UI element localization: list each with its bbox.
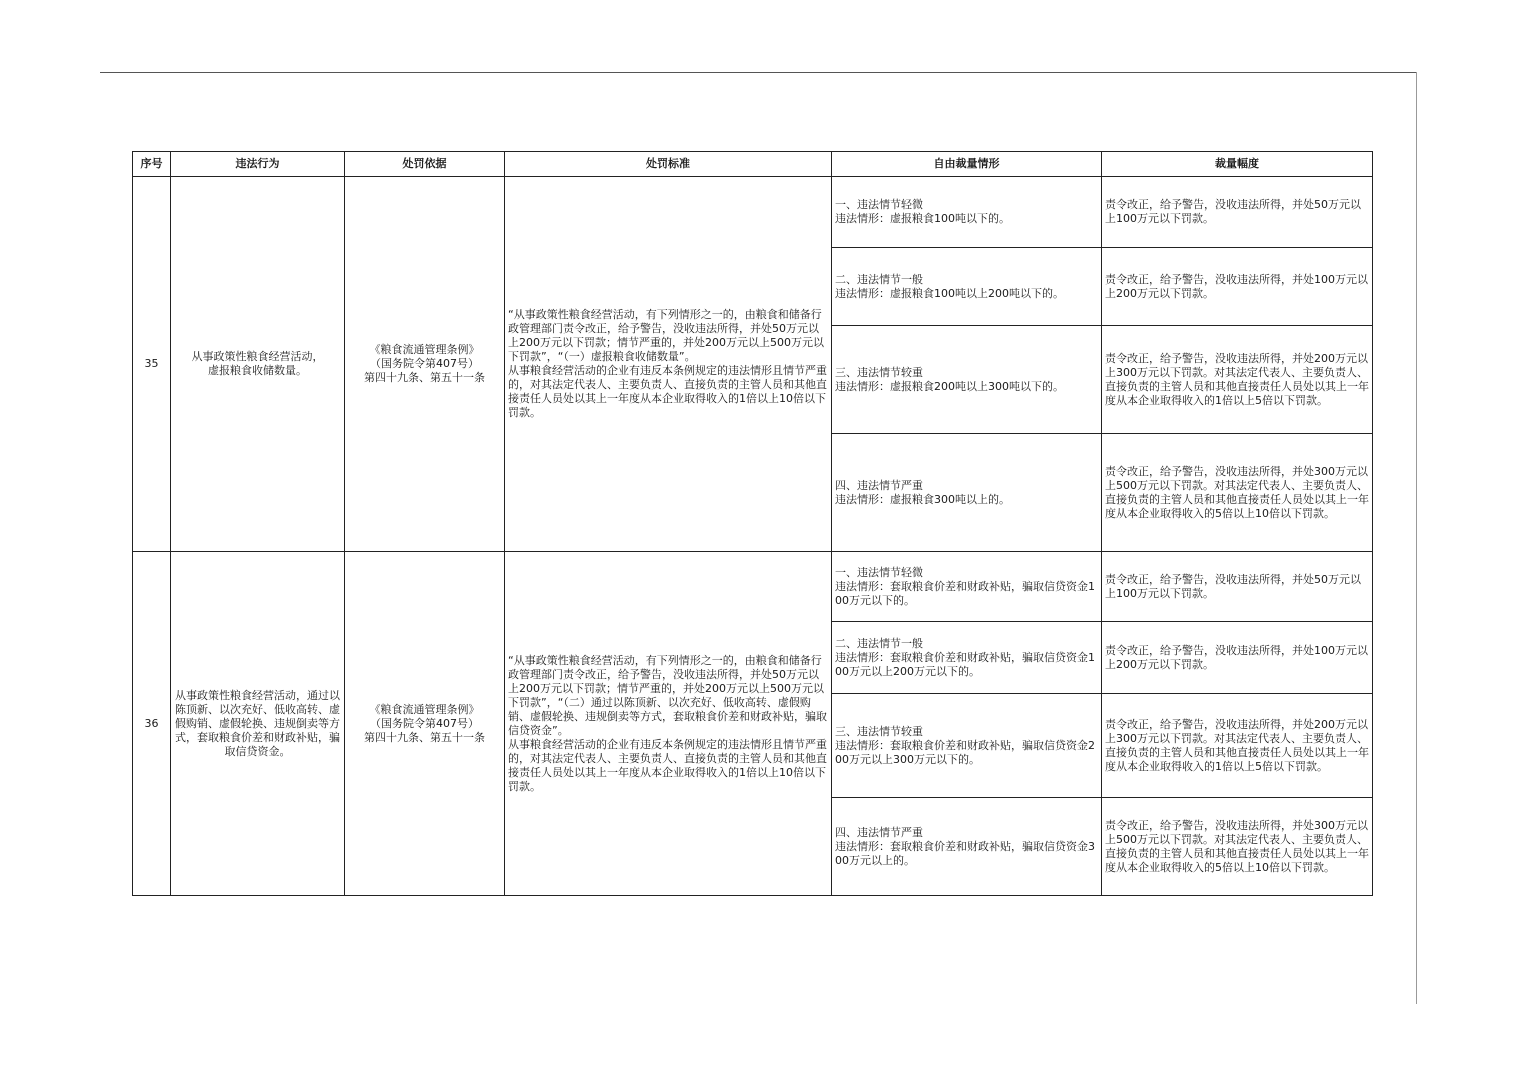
discretion-range-cell: 责令改正，给予警告，没收违法所得，并处300万元以上500万元以下罚款。对其法定代表人、主要负责人、直接负责的主管人员和其他直接责任人员处以其上一年度从本企业取得收入的5倍以上10倍以下罚款。 [1102, 434, 1373, 552]
discretion-situation-cell: 四、违法情节严重 违法情形：虚报粮食300吨以上的。 [832, 434, 1102, 552]
header-violation: 违法行为 [171, 152, 345, 177]
discretion-situation-cell: 三、违法情节较重 违法情形：虚报粮食200吨以上300吨以下的。 [832, 326, 1102, 434]
penalty-basis-cell: 《粮食流通管理条例》 （国务院令第407号） 第四十九条、第五十一条 [345, 177, 505, 552]
header-discretion-situation: 自由裁量情形 [832, 152, 1102, 177]
table-row [133, 177, 1373, 248]
penalty-basis-cell: 《粮食流通管理条例》 （国务院令第407号） 第四十九条、第五十一条 [345, 552, 505, 896]
violation-cell: 从事政策性粮食经营活动， 虚报粮食收储数量。 [171, 177, 345, 552]
header-no: 序号 [133, 152, 171, 177]
violation-cell: 从事政策性粮食经营活动，通过以陈顶新、以次充好、低收高转、虚假购销、虚假轮换、违规倒卖等方式，套取粮食价差和财政补贴，骗取信贷资金。 [171, 552, 345, 896]
penalty-standard-cell: “从事政策性粮食经营活动，有下列情形之一的，由粮食和储备行政管理部门责令改正，给予警告，没收违法所得，并处50万元以上200万元以下罚款；情节严重的，并处200万元以上500万元以下罚款”，“（二）通过以陈顶新、以次充好、低收高转、虚假购销、虚假轮换、违规倒卖等方式，套取粮食价差和财政补贴，骗取信贷资金”。 从事粮食经营活动的企业有违反本条例规定的违法情形且情节严重的，对其法定代表人、主要负责人、直接负责的主管人员和其他直接责任人员处以其上一年度从本企业取得收入的1倍以上10倍以下罚款。 [505, 552, 832, 896]
penalty-standard-cell: “从事政策性粮食经营活动，有下列情形之一的，由粮食和储备行政管理部门责令改正，给予警告，没收违法所得，并处50万元以上200万元以下罚款；情节严重的，并处200万元以上500万元以下罚款”，“（一）虚报粮食收储数量”。 从事粮食经营活动的企业有违反本条例规定的违法情形且情节严重的，对其法定代表人、主要负责人、直接负责的主管人员和其他直接责任人员处以其上一年度从本企业取得收入的1倍以上10倍以下罚款。 [505, 177, 832, 552]
row-number: 35 [133, 177, 171, 552]
discretion-situation-cell: 一、违法情节轻微 违法情形：套取粮食价差和财政补贴，骗取信贷资金100万元以下的。 [832, 552, 1102, 622]
discretion-situation-cell: 四、违法情节严重 违法情形：套取粮食价差和财政补贴，骗取信贷资金300万元以上的。 [832, 798, 1102, 896]
page-top-rule [100, 72, 1417, 73]
row-number: 36 [133, 552, 171, 896]
header-penalty-basis: 处罚依据 [345, 152, 505, 177]
page-right-rule [1416, 72, 1417, 1004]
discretion-situation-cell: 三、违法情节较重 违法情形：套取粮食价差和财政补贴，骗取信贷资金200万元以上300万元以下的。 [832, 694, 1102, 798]
discretion-range-cell: 责令改正，给予警告，没收违法所得，并处100万元以上200万元以下罚款。 [1102, 248, 1373, 326]
discretion-range-cell: 责令改正，给予警告，没收违法所得，并处200万元以上300万元以下罚款。对其法定代表人、主要负责人、直接负责的主管人员和其他直接责任人员处以其上一年度从本企业取得收入的1倍以上5倍以下罚款。 [1102, 326, 1373, 434]
discretion-range-cell: 责令改正，给予警告，没收违法所得，并处50万元以上100万元以下罚款。 [1102, 552, 1373, 622]
discretion-range-cell: 责令改正，给予警告，没收违法所得，并处50万元以上100万元以下罚款。 [1102, 177, 1373, 248]
header-discretion-range: 裁量幅度 [1102, 152, 1373, 177]
table-header-row [133, 152, 1373, 177]
discretion-situation-cell: 二、违法情节一般 违法情形：虚报粮食100吨以上200吨以下的。 [832, 248, 1102, 326]
discretion-situation-cell: 一、违法情节轻微 违法情形：虚报粮食100吨以下的。 [832, 177, 1102, 248]
discretion-range-cell: 责令改正，给予警告，没收违法所得，并处100万元以上200万元以下罚款。 [1102, 622, 1373, 694]
table-row [133, 552, 1373, 622]
penalty-discretion-table [132, 151, 1373, 896]
discretion-range-cell: 责令改正，给予警告，没收违法所得，并处200万元以上300万元以下罚款。对其法定代表人、主要负责人、直接负责的主管人员和其他直接责任人员处以其上一年度从本企业取得收入的1倍以上5倍以下罚款。 [1102, 694, 1373, 798]
header-penalty-standard: 处罚标准 [505, 152, 832, 177]
discretion-situation-cell: 二、违法情节一般 违法情形：套取粮食价差和财政补贴，骗取信贷资金100万元以上200万元以下的。 [832, 622, 1102, 694]
discretion-range-cell: 责令改正，给予警告，没收违法所得，并处300万元以上500万元以下罚款。对其法定代表人、主要负责人、直接负责的主管人员和其他直接责任人员处以其上一年度从本企业取得收入的5倍以上10倍以下罚款。 [1102, 798, 1373, 896]
